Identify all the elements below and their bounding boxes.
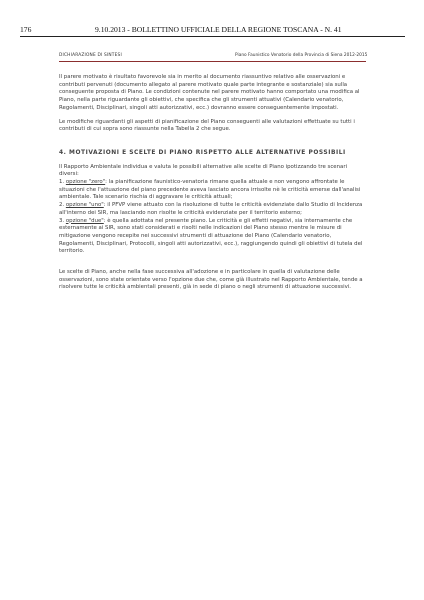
option-item — [59, 179, 367, 202]
option-label: opzione "due" — [65, 217, 104, 224]
option-number: 2. — [59, 202, 65, 209]
page-number: 176 — [20, 25, 32, 34]
page-body — [59, 74, 367, 292]
intro-paragraph: Le modifiche riguardanti gli aspetti di pianificazione del Piano conseguenti alle valutazioni effettuate su tutti i contributi di cui sopra sono riassunte nella Tabella 2 che segue. — [59, 118, 355, 133]
intro-paragraph: Il parere motivato è risultato favorevole sia in merito al documento riassuntivo relativo alle osservazioni e contributi pervenuti (documento allegato al parere motivato quale parte integrante e sostanziale) sia sulla conseguente proposta di Piano. Le condizioni contenute nel parere motivato hanno comportato una modifica al Piano, nella parte riguardante gli obiettivi, che specifica che gli strumenti attuativi (Calendario venatorio, Regolamenti, Disciplinari, singoli atti autorizzativi, ecc.) dovranno essere conseguentemente impostati. — [59, 74, 360, 111]
header-divider — [20, 36, 405, 37]
option-text: : è quella adottata nel presente piano. Le criticità e gli effetti negativi, sia internamente che esternamente ai SIR, sono stati considerati e risolti nelle indicazioni del Piano stesso mentre le misure di mitigazione vengono recepite nei successivi strumenti di attuazione del Piano (Calendario venatorio, Regolamenti, Disciplinari, Protocolli, singoli atti autorizzativi, ecc.), raggiungendo quindi gli obiettivi di tutela del territorio. — [59, 217, 363, 255]
option-text: : la pianificazione faunistico-venatoria rimane quella attuale e non vengono affrontate le situazioni che l'attuazione del piano precedente aveva lasciato ancora irrisolte nè le criticità emerse dall'analisi ambientale. Tale scenario rischia di aggravare le criticità attuali; — [59, 179, 361, 201]
option-label: opzione "uno" — [65, 202, 104, 209]
section-intro: Il Rapporto Ambientale individua e valuta le possibili alternative alle scelte di Piano ipotizzando tre scenari diversi: — [59, 163, 348, 178]
option-number: 3. — [59, 217, 65, 224]
document-header-divider — [59, 61, 366, 62]
option-number: 1. — [59, 179, 65, 186]
section-heading: 4. MOTIVAZIONI E SCELTE DI PIANO RISPETTO ALLE ALTERNATIVE POSSIBILI — [59, 149, 346, 156]
plan-title: Piano Faunistico Venatorio della Provincia di Siena 2012-2015 — [235, 53, 368, 58]
option-item — [59, 218, 367, 257]
conclusion-paragraph: Le scelte di Piano, anche nella fase successiva all'adozione e in particolare in quella di valutazione delle osservazioni, sono state orientate verso l'opzione due che, come già illustrato nel Rapporto Ambientale, tende a risolvere tutte le criticità ambientali presenti, già in sede di piano o negli strumenti di attuazione successivi. — [59, 269, 363, 291]
option-item — [59, 202, 367, 217]
document-title: DICHIARAZIONE DI SINTESI — [59, 53, 122, 58]
option-label: opzione "zero" — [65, 179, 106, 186]
option-text: : il PFVP viene attuato con la risoluzione di tutte le criticità evidenziate dallo Studio di Incidenza all'interno dei SIR, ma lasciando non risolte le criticità evidenziate per il territorio esterno; — [59, 202, 363, 216]
journal-header: 9.10.2013 - BOLLETTINO UFFICIALE DELLA REGIONE TOSCANA - N. 41 — [95, 25, 342, 34]
